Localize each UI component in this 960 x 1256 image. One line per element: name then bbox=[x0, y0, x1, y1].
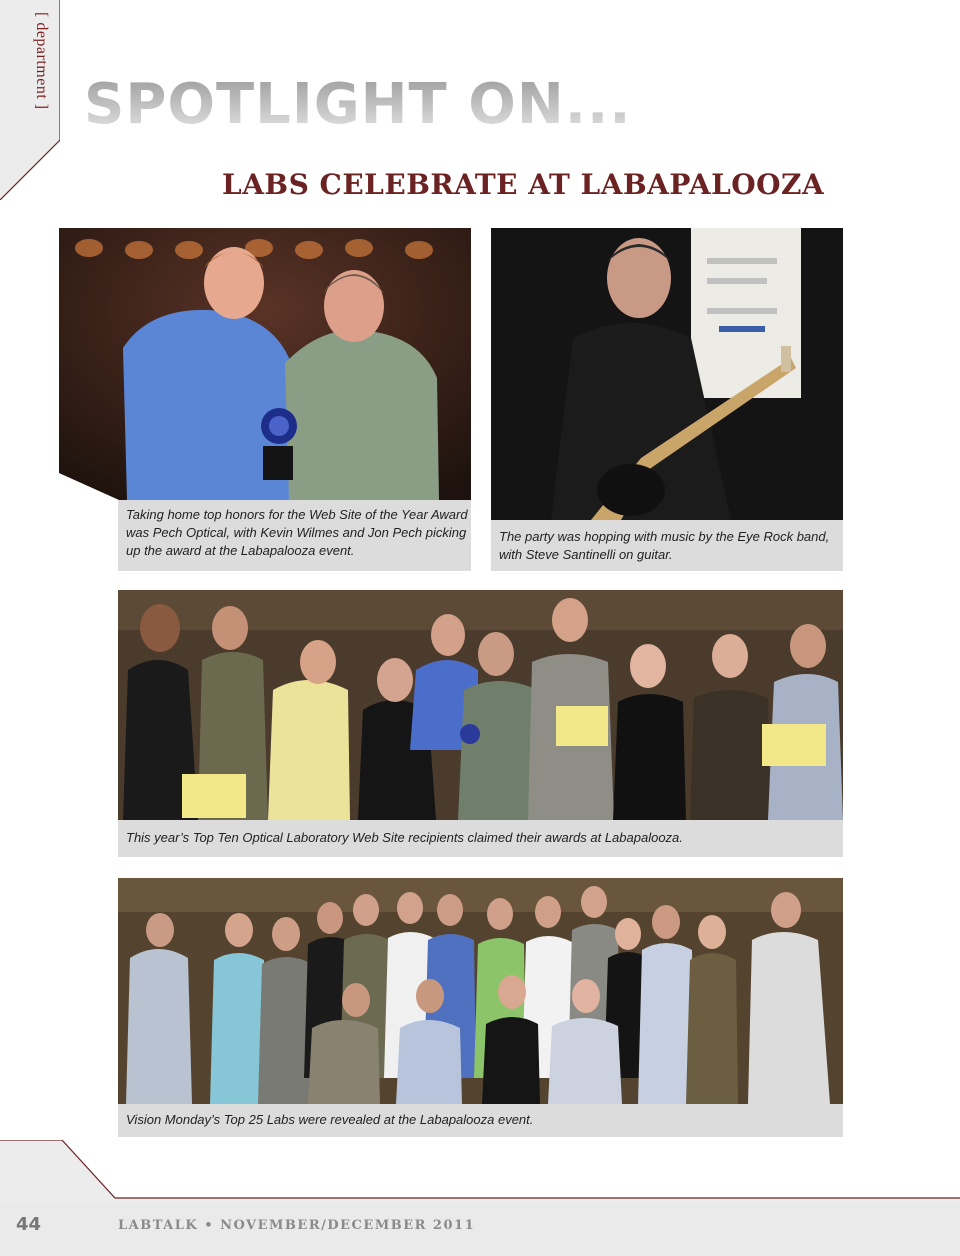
page-number: 44 bbox=[16, 1214, 42, 1235]
photo-award-winners bbox=[59, 228, 471, 500]
photo-band-guitarist bbox=[491, 228, 843, 520]
caption-band-guitarist bbox=[491, 520, 843, 571]
caption-line: Vision Monday’s Top 25 Labs were revealed at the Labapalooza event. bbox=[126, 1112, 534, 1127]
department-label: [ department ] bbox=[33, 12, 50, 110]
caption-line: up the award at the Labapalooza event. bbox=[126, 543, 355, 558]
caption-line: with Steve Santinelli on guitar. bbox=[499, 547, 673, 562]
footer-rule bbox=[0, 1140, 960, 1202]
caption-top-ten-recipients bbox=[118, 820, 843, 857]
section-title: SPOTLIGHT ON... bbox=[84, 72, 632, 137]
photo-top-ten-recipients bbox=[118, 590, 843, 820]
caption-top-25-labs bbox=[118, 1104, 843, 1137]
publication-info: LABTALK • NOVEMBER/DECEMBER 2011 bbox=[118, 1218, 476, 1233]
caption-award-winners bbox=[118, 500, 471, 571]
page-headline: LABS CELEBRATE AT LABAPALOOZA bbox=[222, 168, 825, 201]
caption-line: Taking home top honors for the Web Site of the Year Award bbox=[126, 507, 468, 522]
caption-line: was Pech Optical, with Kevin Wilmes and Jon Pech picking bbox=[126, 525, 467, 540]
caption-line: This year’s Top Ten Optical Laboratory Web Site recipients claimed their awards at Labapalooza. bbox=[126, 830, 683, 845]
caption-line: The party was hopping with music by the Eye Rock band, bbox=[499, 529, 830, 544]
photo-top-25-labs bbox=[118, 878, 843, 1104]
